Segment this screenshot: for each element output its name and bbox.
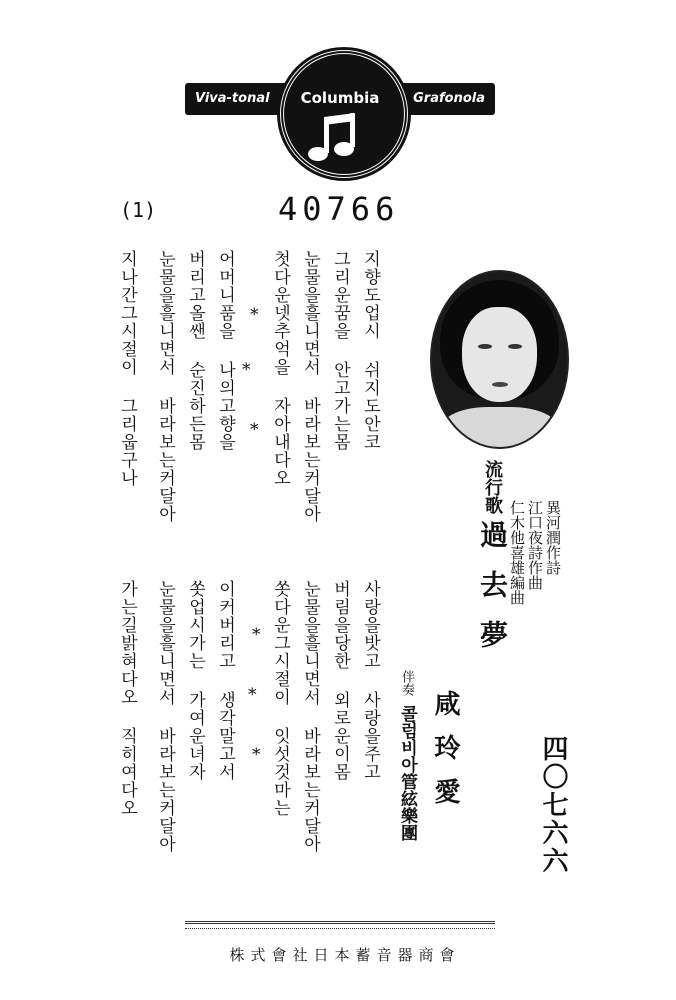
verse2-line4: 지나간그시절이 그리웁구나	[117, 250, 137, 487]
verse3-line3: 눈물을흘니면서 바라보는커달아	[300, 580, 320, 853]
verse4-line1: 이커버리고 생각말고서	[215, 580, 235, 781]
verse2-line3: 눈물을흘니면서 바라보는커달아	[155, 250, 175, 523]
separator-mark: *	[248, 685, 257, 705]
company-name: 株式會社日本蓄音器商會	[229, 946, 461, 964]
portrait-eye	[508, 344, 522, 349]
portrait-face	[462, 307, 537, 402]
verse4-line3: 눈물을흘니면서 바라보는커달아	[155, 580, 175, 853]
verse4-line2: 쏫업시가는 가여운녀자	[185, 580, 205, 781]
separator-mark: *	[250, 305, 259, 325]
separator-mark: *	[250, 420, 259, 440]
verse3-line2: 버림을당한 외로운이몸	[330, 580, 350, 781]
arranger-credit: 仁木他喜雄編曲	[508, 500, 526, 605]
singer-portrait	[430, 270, 569, 449]
verse1-line4: 첫다운넷추억을 자아내다오	[270, 250, 290, 487]
logo-center-text: Columbia	[300, 89, 380, 107]
song-title: 過去夢	[476, 520, 509, 670]
separator-mark: *	[252, 625, 261, 645]
verse2-line2: 버리고올쌘 순진하든몸	[185, 250, 205, 451]
separator-mark: *	[242, 360, 251, 380]
logo-right-text: Grafonola	[413, 91, 485, 106]
portrait-eye	[478, 344, 492, 349]
verse3-line1: 사랑을밧고 사랑을주고	[360, 580, 380, 781]
singer-name: 咸玲愛	[430, 690, 460, 822]
side-label: (1)	[120, 198, 157, 222]
verse1-line3: 눈물을흘니면서 바라보는커달아	[300, 250, 320, 523]
genre-label: 流行歌	[482, 460, 503, 514]
footer-divider	[185, 928, 495, 929]
accompaniment: 콜럼비아管絃樂團	[397, 705, 417, 841]
verse3-line4: 쏫다운그시절이 잇섯것마는	[270, 580, 290, 817]
portrait-mouth	[492, 382, 508, 387]
separator-mark: *	[252, 745, 261, 765]
verse2-line1: 어머니품을 나의고향을	[215, 250, 235, 451]
footer-divider	[185, 921, 495, 924]
accompaniment-label: 伴奏	[399, 670, 414, 696]
logo-left-text: Viva-tonal	[195, 91, 270, 106]
composer-credit: 江口夜詩作曲	[526, 500, 544, 590]
columbia-logo	[185, 40, 495, 170]
verse1-line1: 지향도업시 쉬지도안코	[360, 250, 380, 451]
lyricist-credit: 異河潤作詩	[544, 500, 562, 575]
verse1-line2: 그리운꿈을 안고가는몸	[330, 250, 350, 451]
record-number-kanji: 四〇七六六	[538, 735, 568, 875]
music-note-icon	[306, 113, 372, 165]
verse4-line4: 가는길밝혀다오 직히여다오	[117, 580, 137, 817]
record-number: 40766	[278, 190, 400, 228]
portrait-collar	[442, 407, 557, 449]
